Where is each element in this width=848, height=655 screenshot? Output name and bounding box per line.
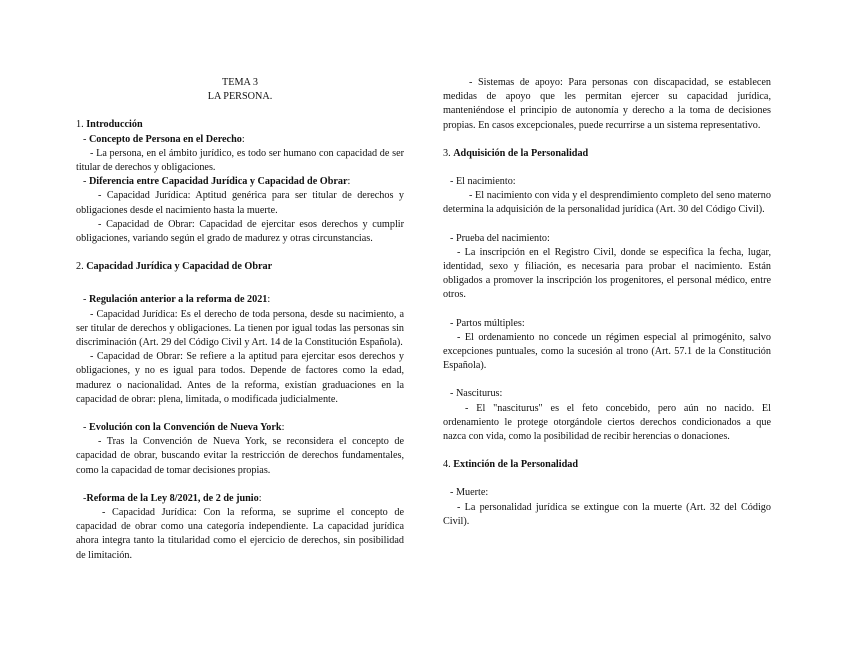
right-column bbox=[443, 76, 771, 529]
item-heading: - Nasciturus: bbox=[450, 388, 503, 400]
section-heading: 1. Introducción bbox=[76, 119, 143, 131]
subsection-heading: -Reforma de la Ley 8/2021, de 2 de junio: bbox=[83, 492, 262, 504]
paragraph: - El "nasciturus" es el feto concebido, pero aún no nacido. El ordenamiento le protege otorgándole ciertos derechos condicionados a que nazca con vida, como la posibilidad de recibir herencias o donaciones. bbox=[443, 402, 771, 443]
item-heading: - Partos múltiples: bbox=[450, 317, 525, 329]
subsection-heading: - Concepto de Persona en el Derecho: bbox=[83, 133, 245, 145]
left-column bbox=[76, 76, 404, 563]
item-heading: - El nacimiento: bbox=[450, 176, 516, 188]
subsection-heading: - Diferencia entre Capacidad Jurídica y Capacidad de Obrar: bbox=[83, 176, 351, 188]
paragraph: - Capacidad Jurídica: Es el derecho de toda persona, desde su nacimiento, a ser titular de derechos y obligaciones. La tienen por igual todas las personas sin discriminación (Art. 29 del Código Civil y Art. 14 de la Constitución Española). bbox=[76, 308, 404, 349]
section-heading: 3. Adquisición de la Personalidad bbox=[443, 147, 589, 159]
paragraph: - Capacidad de Obrar: Se refiere a la aptitud para ejercitar esos derechos y obligaciones, y no es igual para todos. Depende de factores como la edad, madurez o nacionalidad. Antes de la reforma, existían graduaciones en la capacidad de obrar: plena, limitada, o modificada judicialmente. bbox=[76, 351, 404, 405]
paragraph: - Sistemas de apoyo: Para personas con discapacidad, se establecen medidas de apoyo que les permitan ejercer su capacidad jurídica, manteniéndose el principio de autonomía y derecho a la toma de decisiones propias. En casos excepcionales, puede recurrirse a un sistema representativo. bbox=[443, 77, 771, 131]
paragraph: - Capacidad Jurídica: Con la reforma, se suprime el concepto de capacidad de obrar como una categoría independiente. La capacidad jurídica ahora integra tanto la titularidad como el ejercicio de derechos, sin posibilidad de limitación. bbox=[76, 507, 404, 561]
paragraph: - El ordenamiento no concede un régimen especial al primogénito, salvo excepciones puntuales, como la sucesión al trono (Art. 57.1 de la Constitución Española). bbox=[443, 331, 771, 372]
topic-number: TEMA 3 bbox=[222, 77, 258, 88]
section-heading: 4. Extinción de la Personalidad bbox=[443, 459, 578, 471]
paragraph: - Capacidad Jurídica: Aptitud genérica para ser titular de derechos y obligaciones desde el nacimiento hasta la muerte. bbox=[76, 190, 404, 216]
section-heading: 2. Capacidad Jurídica y Capacidad de Obrar bbox=[76, 261, 273, 273]
subsection-heading: - Regulación anterior a la reforma de 2021: bbox=[83, 294, 271, 306]
paragraph: - La persona, en el ámbito jurídico, es todo ser humano con capacidad de ser titular de derechos y obligaciones. bbox=[76, 147, 404, 174]
paragraph: - La personalidad jurídica se extingue con la muerte (Art. 32 del Código Civil). bbox=[443, 501, 771, 527]
subsection-heading: - Evolución con la Convención de Nueva York: bbox=[83, 422, 285, 434]
item-heading: - Prueba del nacimiento: bbox=[450, 232, 550, 244]
item-heading: - Muerte: bbox=[450, 487, 489, 499]
paragraph: - Tras la Convención de Nueva York, se reconsidera el concepto de capacidad de obrar, buscando evitar la restricción de derechos fundamentales, como la capacidad de tomar decisiones propias. bbox=[76, 436, 404, 476]
paragraph: - Capacidad de Obrar: Capacidad de ejercitar esos derechos y cumplir obligaciones, variando según el grado de madurez y otras circunstancias. bbox=[76, 218, 404, 245]
paragraph: - El nacimiento con vida y el desprendimiento completo del seno materno determina la adquisición de la personalidad jurídica (Art. 30 del Código Civil). bbox=[443, 190, 771, 216]
page-title: LA PERSONA. bbox=[207, 91, 273, 103]
paragraph: - La inscripción en el Registro Civil, donde se especifica la fecha, lugar, identidad, sexo y filiación, es necesaria para probar el nacimiento. Están obligados a promover la inscripción los progenitores, el personal médico, entre otros. bbox=[443, 246, 771, 301]
